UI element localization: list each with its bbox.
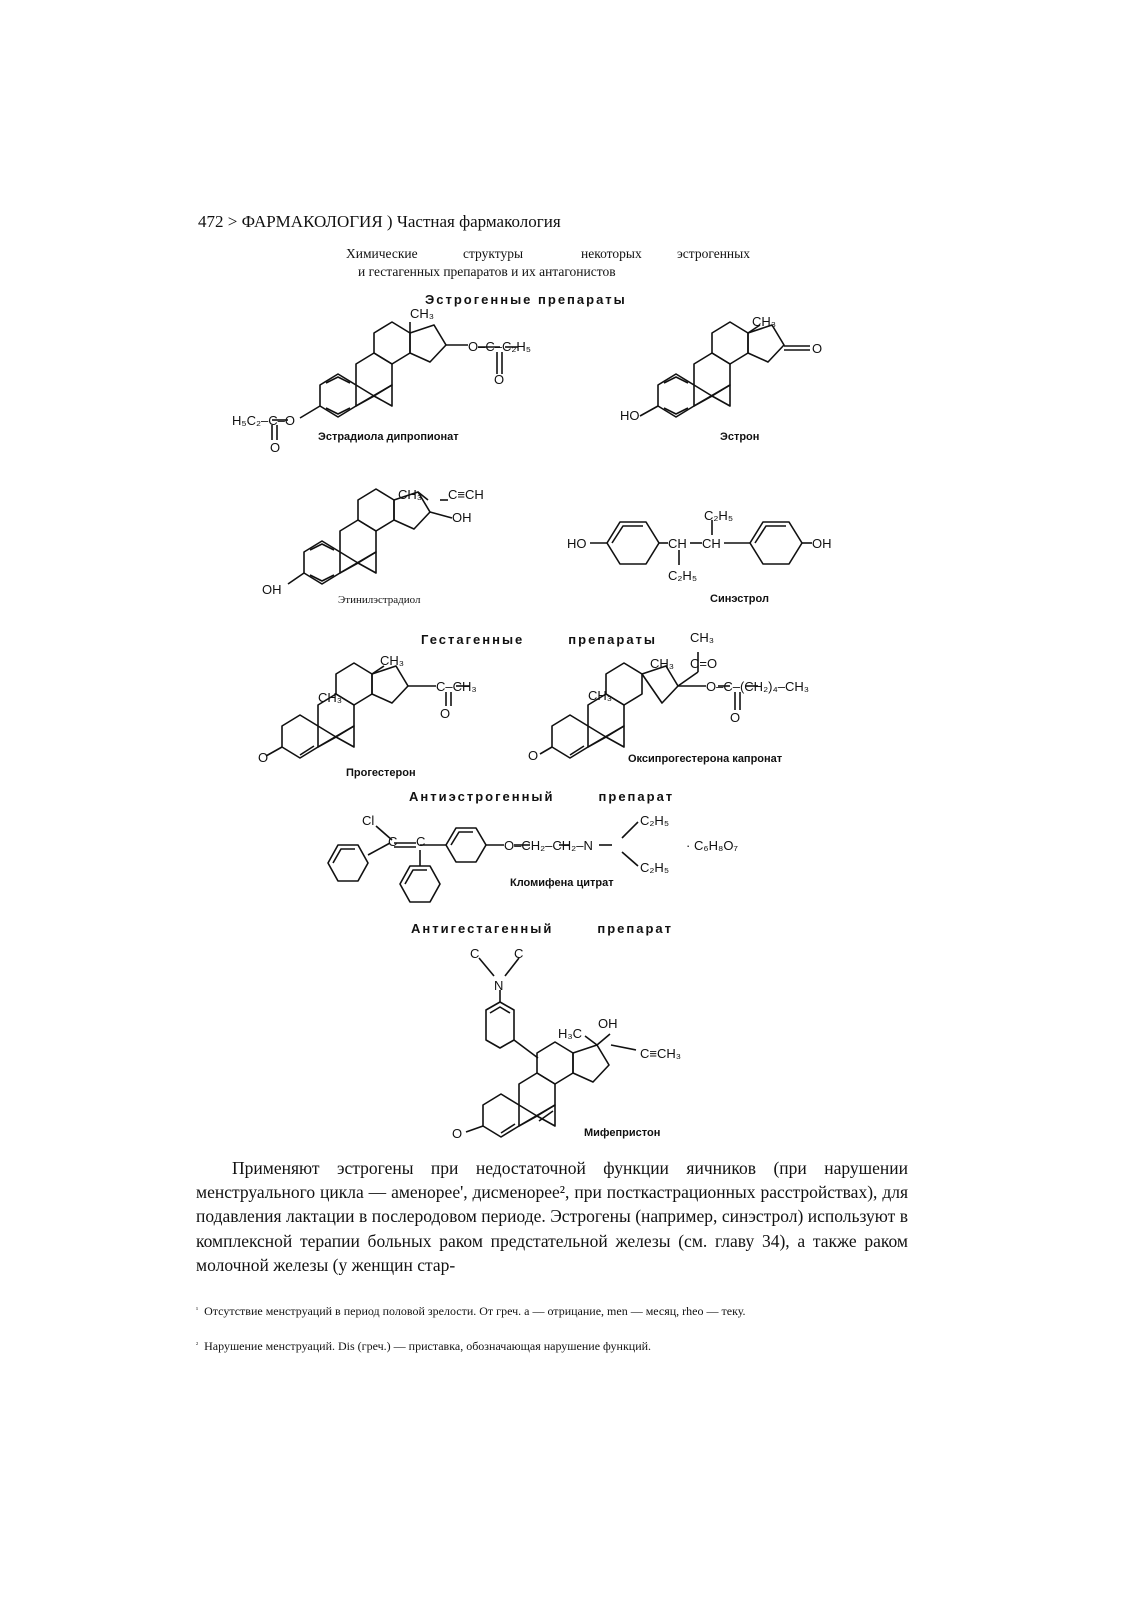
- name-mifepristone: Мифепристон: [584, 1127, 661, 1139]
- svg-text:CH₃: CH₃: [398, 487, 423, 502]
- svg-text:C₂H₅: C₂H₅: [704, 508, 734, 523]
- ethinylestradiol-structure: [288, 489, 452, 584]
- svg-text:O: O: [452, 1126, 463, 1141]
- svg-text:H₃C: H₃C: [558, 1026, 583, 1041]
- svg-text:CH₃: CH₃: [588, 688, 613, 703]
- name-clomiphene-citrate: Кломифена цитрат: [510, 877, 614, 889]
- svg-text:O–C–(CH₂)₄–CH₃: O–C–(CH₂)₄–CH₃: [706, 679, 810, 694]
- figure-caption-line2: и гестагенных препаратов и их антагонистов: [358, 264, 616, 279]
- figure-caption-line1-word1: Химические: [346, 246, 418, 261]
- footnote-1-mark: ¹: [196, 1306, 199, 1314]
- svg-text:C=O: C=O: [690, 656, 718, 671]
- section-antigestagen-word2: препарат: [597, 921, 673, 936]
- svg-text:O: O: [494, 372, 505, 387]
- footnote-2-text: Нарушение менструаций. Dis (греч.) — приставка, обозначающая нарушение функций.: [204, 1339, 652, 1353]
- svg-text:CH₃: CH₃: [380, 653, 405, 668]
- section-antiestrogen-word2: препарат: [598, 789, 675, 804]
- figure-caption-line1-word2: структуры: [463, 246, 524, 261]
- name-oxyprogesterone-caproate: Оксипрогестерона капронат: [628, 753, 783, 765]
- svg-text:HO: HO: [567, 536, 587, 551]
- name-synestrol: Синэстрол: [710, 593, 769, 605]
- footnote-2: [196, 1337, 908, 1354]
- svg-text:O: O: [812, 341, 823, 356]
- figure-caption-line1-word4: эстрогенных: [677, 246, 750, 261]
- svg-text:CH₃: CH₃: [410, 306, 435, 321]
- svg-text:C: C: [416, 834, 426, 849]
- svg-text:C₂H₅: C₂H₅: [668, 568, 698, 583]
- svg-text:CH₃: CH₃: [318, 690, 343, 705]
- svg-text:OH: OH: [452, 510, 472, 525]
- svg-text:C₂H₅: C₂H₅: [640, 860, 670, 875]
- svg-text:N: N: [494, 978, 504, 993]
- svg-text:· C₆H₈O₇: · C₆H₈O₇: [686, 838, 738, 853]
- name-estradiol-dipropionate: Эстрадиола дипропионат: [318, 431, 459, 443]
- svg-text:OH: OH: [598, 1016, 618, 1031]
- svg-text:Cl: Cl: [362, 813, 375, 828]
- svg-text:O: O: [440, 706, 451, 721]
- page-header: 472 > ФАРМАКОЛОГИЯ ) Частная фармакология: [198, 212, 561, 231]
- estrone-structure: [640, 322, 810, 417]
- svg-text:CH: CH: [668, 536, 687, 551]
- footnote-1: [196, 1302, 908, 1319]
- svg-text:O–CH₂–CH₂–N: O–CH₂–CH₂–N: [504, 838, 593, 853]
- svg-text:HO: HO: [620, 408, 640, 423]
- svg-text:O: O: [258, 750, 269, 765]
- footnote-2-mark: ²: [196, 1341, 199, 1349]
- svg-text:C≡CH: C≡CH: [448, 487, 484, 502]
- svg-text:CH₃: CH₃: [752, 314, 777, 329]
- section-gestagen-word1: Гестагенные: [421, 632, 525, 647]
- name-estrone: Эстрон: [720, 431, 760, 443]
- name-progesterone: Прогестерон: [346, 767, 416, 779]
- clomiphene-citrate-structure: [328, 822, 638, 902]
- svg-text:C: C: [470, 946, 480, 961]
- svg-text:C₂H₅: C₂H₅: [640, 813, 670, 828]
- svg-text:O: O: [730, 710, 741, 725]
- svg-text:OH: OH: [262, 582, 282, 597]
- svg-text:H₅C₂–C–O: H₅C₂–C–O: [232, 413, 296, 428]
- figure-caption-line1-word3: некоторых: [581, 246, 642, 261]
- svg-text:O–C–C₂H₅: O–C–C₂H₅: [468, 339, 532, 354]
- svg-text:C: C: [388, 834, 398, 849]
- svg-text:CH₃: CH₃: [690, 630, 715, 645]
- synestrol-structure: [590, 520, 812, 565]
- section-antigestagen-word1: Антигестагенный: [411, 921, 554, 936]
- svg-text:C≡CH₃: C≡CH₃: [640, 1046, 682, 1061]
- svg-text:CH: CH: [702, 536, 721, 551]
- name-ethinylestradiol: Этинилэстрадиол: [338, 594, 421, 606]
- svg-text:C–CH₃: C–CH₃: [436, 679, 477, 694]
- svg-text:OH: OH: [812, 536, 832, 551]
- svg-text:CH₃: CH₃: [650, 656, 675, 671]
- svg-text:O: O: [528, 748, 539, 763]
- section-gestagen-word2: препараты: [568, 632, 658, 647]
- oxyprogesterone-caproate-structure: [540, 652, 758, 758]
- svg-text:C: C: [514, 946, 524, 961]
- svg-text:O: O: [270, 440, 281, 455]
- mifepristone-structure: [466, 958, 636, 1137]
- section-estrogen: Эстрогенные препараты: [425, 292, 627, 307]
- footnote-1-text: Отсутствие менструаций в период половой зрелости. От греч. a — отрицание, men — месяц, rheo — теку.: [204, 1304, 746, 1318]
- section-antiestrogen-word1: Антиэстрогенный: [409, 789, 555, 804]
- body-paragraph: Применяют эстрогены при недостаточной функции яичников (при нарушении менструального цикла — аменорее', дисменорее², при посткастрационных расстройствах), для подавления лактации в послеродовом периоде. Эстрогены (например, синэстрол) используют в комплексной терапии больных раком предстательной железы (см. главу 34), а также раком молочной железы (у женщин стар-: [196, 1158, 908, 1275]
